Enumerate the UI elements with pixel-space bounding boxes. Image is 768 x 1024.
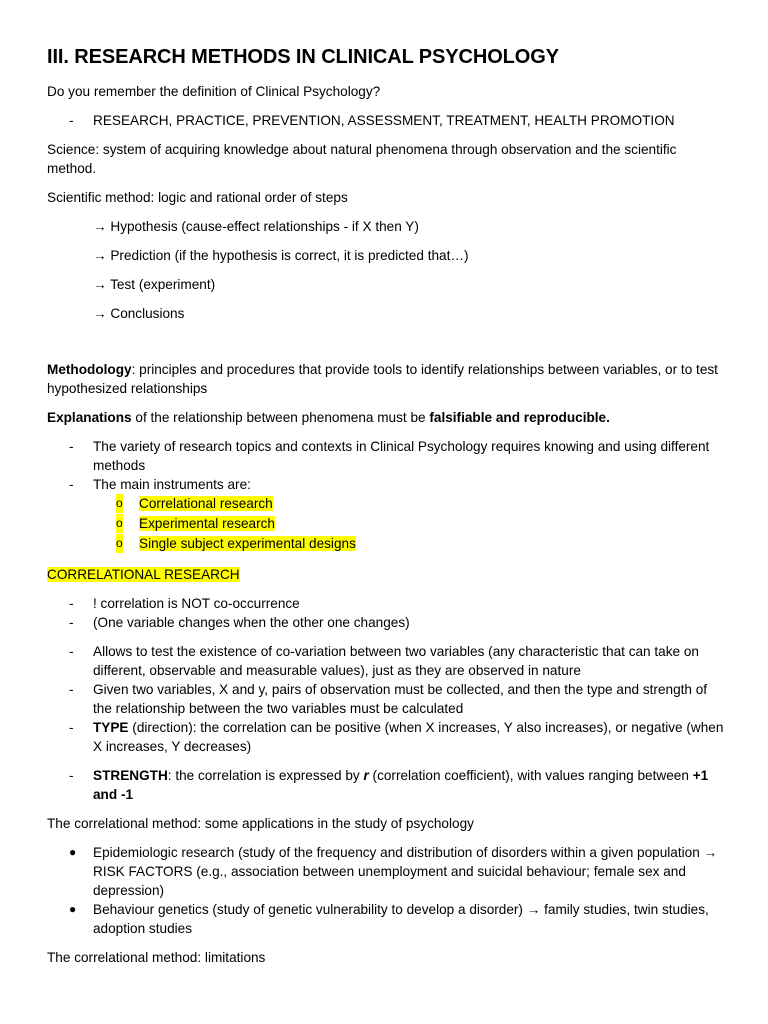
list-item	[47, 111, 727, 130]
step-item: → Conclusions	[93, 306, 185, 321]
instrument-item	[47, 534, 727, 553]
step-item: → Hypothesis (cause-effect relationships - if X then Y)	[93, 219, 419, 234]
dash-marker: -	[69, 644, 74, 659]
methodology-text: : principles and procedures that provide tools to identify relationships between variables, or to test hypothesized relationships	[47, 362, 718, 396]
list-item-text: Allows to test the existence of co-variation between two variables (any characteristic that can take on different, observable and measurable values), just as they are observed in nature	[93, 644, 699, 678]
explanations-term: Explanations	[47, 410, 132, 425]
list-item-text	[93, 768, 708, 802]
list-item-text: Behaviour genetics (study of genetic vulnerability to develop a disorder) → family studies, twin studies, adoption studies	[93, 902, 709, 936]
circle-marker: o	[116, 534, 123, 553]
strength-text-b: (correlation coefficient), with values ranging between	[368, 768, 693, 783]
list-item	[47, 766, 727, 804]
dash-marker: -	[69, 113, 74, 128]
methodology-paragraph	[47, 360, 727, 398]
strength-range: +1 and -1	[93, 768, 709, 802]
page-title: III. RESEARCH METHODS IN CLINICAL PSYCHOLOGY	[47, 46, 559, 68]
list-item-text: Given two variables, X and y, pairs of observation must be collected, and then the type and strength of the relationship between the two variables must be calculated	[93, 682, 708, 716]
scientific-method: Scientific method: logic and rational order of steps	[47, 190, 348, 205]
intro-question: Do you remember the definition of Clinical Psychology?	[47, 84, 381, 99]
step-item: → Prediction (if the hypothesis is correct, it is predicted that…)	[93, 248, 469, 263]
list-item-text: (One variable changes when the other one changes)	[93, 615, 410, 630]
list-item	[47, 843, 727, 900]
type-term: TYPE	[93, 720, 129, 735]
dash-marker: -	[69, 477, 74, 492]
instrument-label: Correlational research	[139, 496, 273, 511]
list-item	[47, 594, 727, 613]
science-definition: Science: system of acquiring knowledge about natural phenomena through observation and the scientific method.	[47, 142, 677, 176]
list-item-text: ! correlation is NOT co-occurrence	[93, 596, 300, 611]
explanations-bold: falsifiable and reproducible.	[429, 410, 610, 425]
list-item	[47, 642, 727, 680]
bullet-marker: ●	[69, 845, 77, 859]
explanations-paragraph	[47, 408, 727, 427]
instrument-item	[47, 494, 727, 513]
dash-marker: -	[69, 615, 74, 630]
list-item-text: RESEARCH, PRACTICE, PREVENTION, ASSESSMENT, TREATMENT, HEALTH PROMOTION	[93, 113, 675, 128]
instrument-item	[47, 514, 727, 533]
list-item	[47, 718, 727, 756]
list-item	[47, 475, 727, 494]
dash-marker: -	[69, 439, 74, 454]
bullet-marker: ●	[69, 902, 77, 916]
instrument-label: Experimental research	[139, 516, 275, 531]
list-item-text: Epidemiologic research (study of the frequency and distribution of disorders within a given population → RISK FACTORS (e.g., association between unemployment and suicidal behaviour; female sex and depression)	[93, 845, 718, 898]
dash-marker: -	[69, 768, 74, 783]
methodology-term: Methodology	[47, 362, 132, 377]
step-item: → Test (experiment)	[93, 277, 216, 292]
section-heading-text: CORRELATIONAL RESEARCH	[47, 567, 240, 582]
list-item	[47, 900, 727, 938]
strength-term: STRENGTH	[93, 768, 168, 783]
limitations-heading: The correlational method: limitations	[47, 950, 266, 965]
list-item	[47, 613, 727, 632]
dash-marker: -	[69, 596, 74, 611]
explanations-text: of the relationship between phenomena must be	[131, 410, 430, 425]
dash-marker: -	[69, 720, 74, 735]
list-item	[47, 437, 727, 475]
instrument-label: Single subject experimental designs	[139, 536, 356, 551]
strength-text-a: : the correlation is expressed by	[167, 768, 364, 783]
list-item-text: The variety of research topics and contexts in Clinical Psychology requires knowing and using different methods	[93, 439, 710, 473]
section-heading	[47, 565, 727, 584]
list-item-text	[93, 720, 723, 754]
applications-heading: The correlational method: some applications in the study of psychology	[47, 816, 474, 831]
list-item-text: The main instruments are:	[93, 477, 251, 492]
list-item	[47, 680, 727, 718]
circle-marker: o	[116, 514, 123, 533]
strength-r: r	[363, 768, 369, 783]
type-text: (direction): the correlation can be positive (when X increases, Y also increases), or negative (when X increases, Y decreases)	[93, 720, 724, 754]
document-page	[47, 44, 727, 967]
dash-marker: -	[69, 682, 74, 697]
circle-marker: o	[116, 494, 123, 513]
